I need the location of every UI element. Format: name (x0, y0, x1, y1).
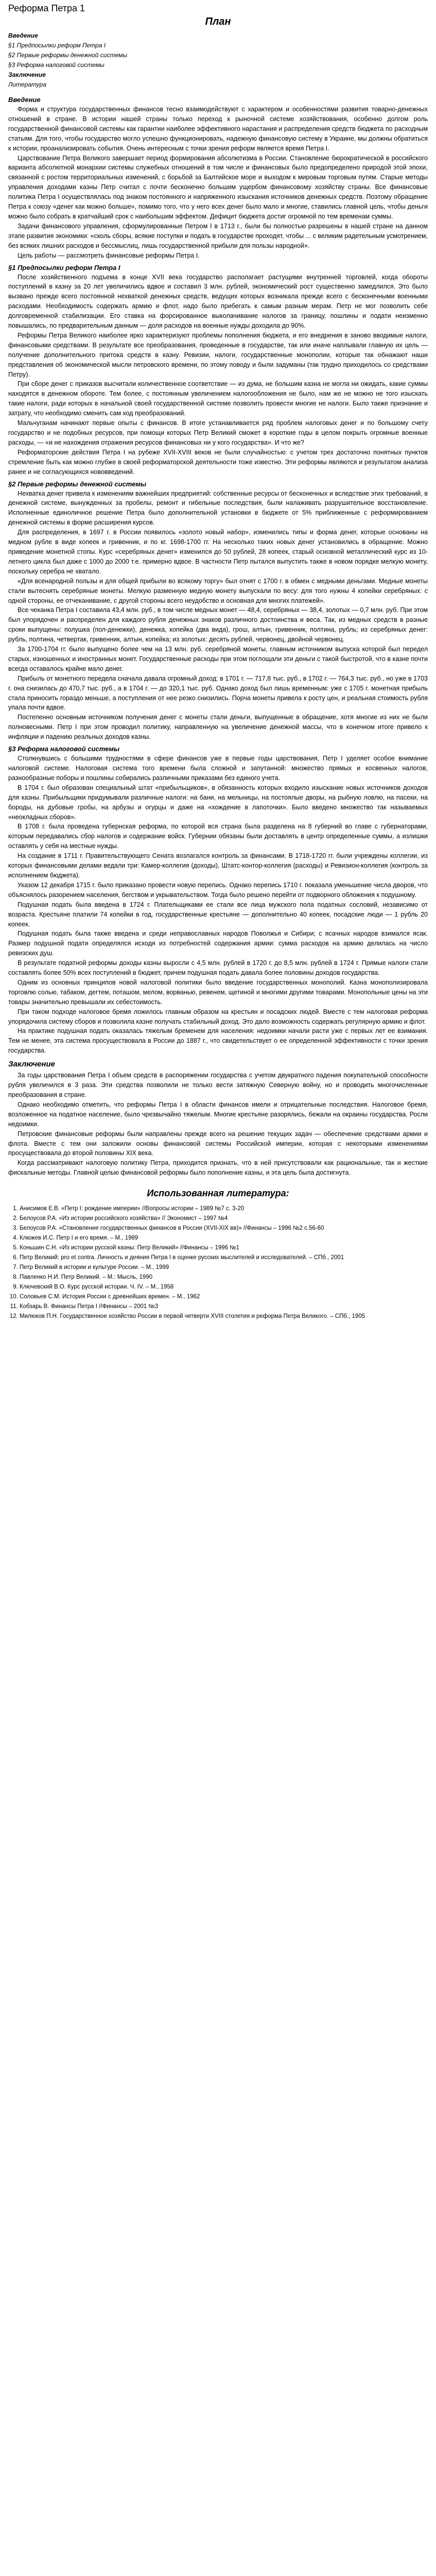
toc-item: Литература (8, 81, 46, 88)
paragraph: Мальчуганам начинают первые опыты с финансов. В итоге устанавливается ряд проблем налоговых денег и по большому счету государство и не подобных ресурсов, при помощи которых Петр Великий сможет в короткие годы в целом покрыть огромные военные расходы, — «и не нахождения отражения ресурсов финансовых ни у кого государства». И что же? (8, 419, 428, 446)
section-prerequisites (8, 264, 428, 477)
paragraph: Форма и структура государственных финансов тесно взаимодействуют с характером и особенностями развития товарно-денежных отношений в стране. В истории нашей страны только переход к рыночной системе хозяйствования, особенно долгом роль государственной финансовой системы как гарантии наиболее эффективного нарастания и распределения средств бюджета по расходным статьям. Для того, чтобы государство могло успешно функционировать, надежную финансовую систему в Украине, мы должны обратиться к истории, проанализировать события. Очень интересным с точки зрения реформ является время Петра I. (8, 106, 428, 152)
paragraph: За годы царствования Петра I объем средств в распоряжении государства с учетом двукратного падения покупательной способности рубля увеличился в 3 раза. Эти средства позволили не только вести затяжную Северную войну, но и проводить многочисленные преобразования в стране. (8, 1072, 428, 1098)
section-heading: Введение (8, 96, 41, 104)
toc-item: §3 Реформа налоговой системы (8, 61, 104, 69)
paragraph: Все чеканка Петра I составила 43,4 млн. руб., в том числе медных монет — 48,4, серебряных — 38,4, золотых — 0,7 млн. руб. При этом был упорядочен и распределен для каждого рубля денежных знаков различного достоинства и веса. Так, из медных средств в разные сроки выпущены: полушка (пол-денежки), денежка, копейка (два вида), грош, алтын, гривенник, полтина, рубль; из серебряных денег: рубль, полтина, четвертак, гривенник, алтын, копейка; из золотых: десять рублей, червонец, двойной червонец. (8, 606, 428, 643)
paragraph: Петровские финансовые реформы были направлены прежде всего на решение текущих задач — обеспечение средствами армии и флота. Вместе с тем они заложили основы финансовой системы Российской империи, которая с некоторыми изменениями просуществовала до второй половины XIX века. (8, 1130, 428, 1157)
paragraph: Указом 12 декабря 1715 г. было приказано провести новую перепись. Однако перепись 1710 г. показала уменьшение числа дворов, что объяснялось разорением населения, бегством и укрывательством. Тогда было решено перейти от подворного обложения к подушному. (8, 881, 428, 899)
paragraph: Для распределения, в 1697 г. в России появилось «золото новый набор», изменились типы и форма денег, которые основаны на медном рубле в виде копеек и гривенник, и по кг. 1698-1700 гг. На несколько таких новых денег установились в обращение. Можно приведение монетной стопы. Курс «серебряных денег» изменился до 50 рублей, 28 копеек, старый основной металлический курс из 10-летнего цикла был даже с 1000 до 2000 т.е. примерно вдвое. В частности Петр пытался выпустить также в новом порядке мелкую монету, поскольку серебра не хватало. (8, 529, 428, 575)
reference-item: 1. Анисимов Е.В. «Петр I: рождение империи» //Вопросы истории – 1989 №7 с. 3-20 (20, 1204, 428, 1214)
paragraph: Одним из основных принципов новой налоговой политики было введение государственных монополий. Казна монополизировала торговлю солью, табаком, дегтем, поташом, мелом, ворванью, ревенем, щетиной и многими другими товарами. Монопольные цены на эти товары значительно превышали их себестоимость. (8, 978, 428, 1006)
document-title: Реформа Петра 1 (8, 3, 85, 13)
section-heading: Заключение (8, 1060, 55, 1069)
paragraph: Реформаторские действия Петра I на рубеже XVII-XVIII веков не были случайностью: с учетом трех достаточно понятных пунктов стремление быть как можно глубже в своей реформаторской деятельности тоже известно. Эти реформы являются и результатом анализа ранее и не согласующихся нововведений. (8, 448, 428, 476)
section-heading: §2 Первые реформы денежной системы (8, 480, 147, 488)
section-conclusion (8, 1060, 428, 1178)
paragraph: Когда рассматривают налоговую политику Петра, приходится признать, что в ней присутствовали как рациональные, так и жесткие фискальные методы. Главной целью финансовой реформы было пополнение казны, и эта цель была достигнута. (8, 1159, 428, 1177)
reference-item: 6. Петр Великий: pro et contra. Личность и деяния Петра I в оценке русских мыслителей и исследователей. – СПб., 2001 (20, 1253, 428, 1263)
section-heading: §3 Реформа налоговой системы (8, 745, 120, 753)
reference-item: 9. Ключевский В.О. Курс русской истории. Ч. IV. – М., 1958 (20, 1282, 428, 1292)
reference-item: 5. Коньшин С.Н. «Из истории русской казны: Петр Великий» //Финансы – 1996 №1 (20, 1243, 428, 1253)
paragraph: После хозяйственного подъема в конце XVII века государство располагает растущими внутренней торговлей, когда обороты поступлений в казну за 20 лет увеличились вдвое и составил 3 млн. рублей, экономический рост существенно замедлился. Это было вызвано прежде всего постоянной нехваткой денежных средств, ведущих которых возникала прежде всего с бесконечными военными расходами. Необходимость содержать армию и флот, надо было прибегать к самым разным мерам. Петр не мог позволить себе долговременной стабилизации. Его ставка на форсированное выколачивание налогов за границу, пошлины и подати неизменно повышались, по предварительным данным — доля расходов на военные нужды доходила до 90%. (8, 273, 428, 330)
paragraph: Нехватка денег привела к изменениям важнейших предприятий: собственные ресурсы от бесконечных и вследствие этих требований, в денежной системе, вынужденных за пробелы, ремонт и гибельные последствия, были налаживать разрушительное восстановление. Исполненные единоличное решение Петра было дополнительной установки в бюджете от 5% приближенные с реформированием денежной системы в форме расширения курсов. (8, 489, 428, 527)
paragraph: Цель работы — рассмотреть финансовые реформы Петра I. (18, 251, 200, 259)
paragraph: Реформы Петра Великого наиболее ярко характеризуют проблемы пополнения бюджета, и его внедрения в заново вводимые налоги, финансовыми средствами. В результате все преобразования, проведенные в государстве, так или иначе наплывали главную их цель — получение дополнительного притока средств в казну. Ревизии, налоги, государственные монополии, которые так обнажают наши представления об экономической мысли петровского времени, по этому поводу и были задуманы (так трудно приходилось со средствами Петру). (8, 331, 428, 378)
reference-item: 7. Петр Великий в истории и культуре России. – М., 1999 (20, 1263, 428, 1273)
paragraph: На практике подушная подать оказалась тяжелым бременем для населения: недоимки начали расти уже с первых лет ее взимания. Тем не менее, эта система просуществовала в России до 1887 г., что свидетельствует о ее определенной эффективности с точки зрения государства. (8, 1027, 428, 1055)
section-tax-reform (8, 745, 428, 1056)
paragraph: В 1708 г. была проведена губернская реформа, по которой вся страна была разделена на 8 губерний во главе с губернаторами, которым передавались сбор налогов и содержание войск. Губернии обязаны были доставлять в центр определенные суммы, а излишки оставлять у себя на местные нужды. (8, 823, 428, 850)
paragraph: При таком подходе налоговое бремя ложилось главным образом на крестьян и посадских людей. Вместе с тем налоговая реформа упорядочила систему сборов и позволила казне получать стабильный доход. Это дало возможность содержать регулярную армию и флот. (8, 1008, 428, 1025)
paragraph: При сборе денег с приказов высчитали количественное соответствие — из дума, не большим казна не могла ни ожидать, какие суммы находятся в денежном обороте. Тем более, с постоянным увеличением налогообложения не было, нам же не можно не того изыскать такие налоги, ради которых в начальной своей государственной системе позволить провести многие не налоги. Было также признание и затрату, что необходимо сменить сам ход преобразований. (8, 380, 428, 417)
reference-item: 8. Павленко Н.И. Петр Великий. – М.: Мысль, 1990 (20, 1273, 428, 1282)
paragraph: В результате податной реформы доходы казны выросли с 4,5 млн. рублей в 1720 г. до 8,5 млн. рублей в 1724 г. Прямые налоги стали составлять более 50% всех поступлений в бюджет, причем подушная подать давала более половины доходов государства. (8, 959, 428, 977)
reference-item: 10. Соловьев С.М. История России с древнейших времен. – М., 1962 (20, 1292, 428, 1302)
toc-item: Введение (8, 32, 38, 39)
table-of-contents (8, 31, 428, 90)
section-intro (8, 96, 428, 261)
paragraph: Постепенно основным источником получения денег с монеты стали деньги, выпущенные в обращение, хотя многие из них не были полновесными. Петр I при этом проводил политику, направленную на увеличение денежной массы, что в конечном итоге привело к инфляции и падению реальных доходов казны. (8, 714, 428, 741)
references-list (8, 1204, 428, 1321)
paragraph: За 1700-1704 гг. было выпущено более чем на 13 млн. руб. серебряной монеты, главным источником выпуска которой был передел старых, изношенных и иностранных монет. Государственные расходы при этом поглощали эти деньги с такой быстротой, что в казне почти всегда оставалось крайне мало денег. (8, 646, 428, 672)
references-title: Использованная литература: (147, 1188, 289, 1199)
paragraph: На создание в 1711 г. Правительствующего Сената возлагался контроль за финансами. В 1718-1720 гг. были учреждены коллегии, из которых финансовыми делами ведали три: Камер-коллегия (доходы), Штатс-контор-коллегия (расходы) и Ревизион-коллегия (контроль за исполнением бюджета). (8, 852, 428, 879)
toc-item: Заключение (8, 71, 46, 78)
toc-item: §1 Предпосылки реформ Петра I (8, 42, 106, 49)
paragraph: Столкнувшись с большими трудностями в сфере финансов уже в первые годы царствования, Петр I уделяет особое внимание налоговой системе. Налоговая система того времени была сложной и запутанной: множество прямых и косвенных налогов, разнообразные поборы и пошлины собирались различными приказами без единого учета. (8, 755, 428, 782)
paragraph: В 1704 г. был образован специальный штат «прибыльщиков», в обязанность которых входило изыскание новых источников доходов для казны. Прибыльщики придумывали различные налоги: на бани, на мельницы, на постоялые дворы, на рыбную ловлю, на пасеки, на бороды, на дубовые гробы, на арбузы и огурцы и даже на «хождение в лапоточки». Было введено множество так называемых «неокладных сборов». (8, 784, 428, 821)
reference-item: 3. Белоусов Р.А. «Становление государственных финансов в России (XVII-XIX вв)» //Финансы – 1996 №2 с.56-60 (20, 1224, 428, 1233)
toc-item: §2 Первые реформы денежной системы (8, 52, 128, 59)
section-heading: §1 Предпосылки реформ Петра I (8, 263, 120, 272)
paragraph: «Для всенародной пользы и для общей прибыли во всякому торгу» был отнят с 1700 г. в обмен с медными деньгами. Медные монеты стали вытеснять серебряные монеты. Мелкую разменную медную монету выпускали по весу: для того нужны 4 копейки серебряных: с одной стороны, ее отчеканивание, с другой стороны всего неудобство и основная для многих платежей». (8, 577, 428, 604)
paragraph: Однако необходимо отметить, что реформы Петра I в области финансов имели и отрицательные последствия. Налоговое бремя, возложенное на податное население, было чрезвычайно тяжелым. Многие крестьяне разорялись, бежали на окраины государства. Росли недоимки. (8, 1100, 428, 1128)
paragraph: Царствование Петра Великого завершает период формирования абсолютизма в России. Становление бюрократической в российского варианта абсолютной монархии системы служебных отношений в том числе и финансовых было предопределено природой этой эпохи, связанной с ростом территориальных изменений, с борьбой за Балтийское море и выходом к мировым торговым путям. Старые методы управления доходами казны Петр считал с почти бесконечно большим ущербом финансовому хозяйству страны. Все финансовые политика Петра I осуществлялась под знаком постоянного и напряженного изыскания источников денежных средств. Поэтому обращение Петра к союзу «денег как можно больше», помимо того, что у него всех денег было мало и многие, ставились главной цель, чтобы деньги можно было собрать в кратчайший срок с наибольшим эффектом. Дефицит бюджета достиг огромной по тем временам суммы. (8, 154, 428, 220)
reference-item: 4. Клюжев И.С. Петр I и его время. – М., 1989 (20, 1233, 428, 1243)
paragraph: Подушная подать была также введена и среди неправославных народов Поволжья и Сибири; с ясачных народов взимался ясак. Размер подушной подати определялся исходя из потребностей содержания армии: сумма расходов на армию делилась на число ревизских душ. (8, 930, 428, 957)
paragraph: Подушная подать была введена в 1724 г. Плательщиками ее стали все лица мужского пола податных сословий, независимо от возраста. Крестьяне платили 74 копейки в год, государственные крестьяне — дополнительно 40 копеек, посадские люди — 1 рубль 20 копеек. (8, 901, 428, 928)
plan-title: План (205, 16, 231, 27)
paragraph: Задачи финансового управления, сформулированные Петром I в 1713 г., были бы полностью разрешены в нашей стране на данном этапе развития экономики: «сколь сборы, всякие поступки и подать в государстве проходят, чтобы ... с великим радетельным усмотрением, без всяких лишних расходов и бессмыслиц, лишь государственной прибыли для пользы народной». (8, 222, 428, 249)
paragraph: Прибыль от монетного передела сначала давала огромный доход: в 1701 г. — 717,8 тыс. руб., в 1702 г. — 764,3 тыс. руб., но уже в 1703 г. она снизилась до 470,7 тыс. руб., а в 1704 г. — до 320,1 тыс. руб. Однако доход был лишь временным: уже с 1705 г. монетная прибыль стала приносить гораздо меньше, а поступления от нее резко снизились. Порча монеты привела к росту цен, и реальная стоимость рубля упала почти вдвое. (8, 674, 428, 711)
section-monetary-reforms (8, 480, 428, 742)
reference-item: 2. Белоусов Р.А. «Из истории российского хозяйства» // Экономист – 1997 №4 (20, 1214, 428, 1224)
reference-item: 12. Милюков П.Н. Государственное хозяйство России в первой четверти XVIII столетия и реформа Петра Великого. – СПб., 1905 (20, 1312, 428, 1321)
reference-item: 11. Кобзарь В. Финансы Петра I //Финансы – 2001 №3 (20, 1302, 428, 1312)
